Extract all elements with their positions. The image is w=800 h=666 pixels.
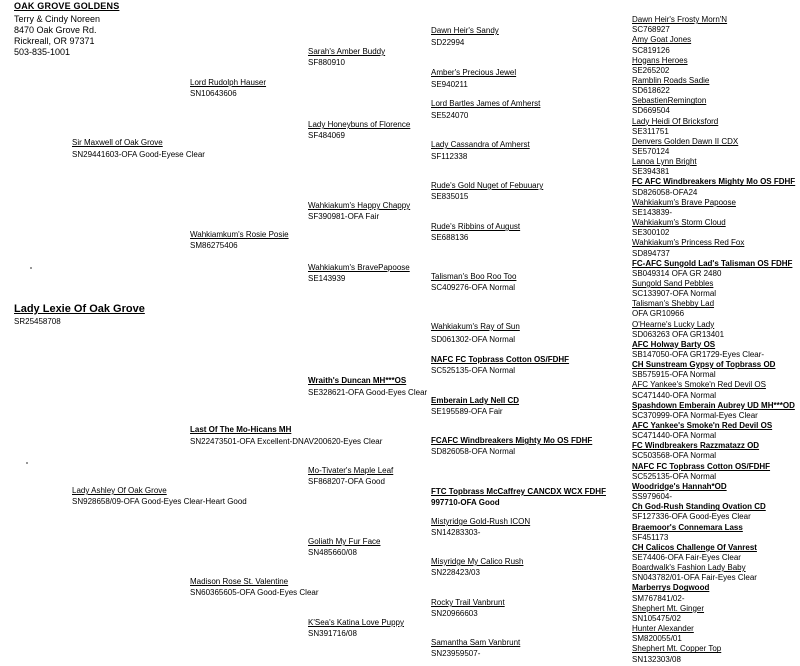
- gen3-info: SF390981-OFA Fair: [308, 212, 380, 221]
- kennel-name: OAK GROVE GOLDENS: [14, 1, 120, 11]
- gen4-info: SN228423/03: [431, 568, 480, 577]
- gen5-info: SC370999-OFA Normal-Eyes Clear: [632, 410, 758, 420]
- gen4-name: FTC Topbrass McCaffrey CANCDX WCX FDHF: [431, 487, 606, 496]
- gen5-name: Hogans Heroes: [632, 55, 688, 65]
- gen5-name: AFC Yankee's Smoke'n Red Devil OS: [632, 421, 773, 430]
- gen3-name: Wahkiakum's BravePapoose: [308, 263, 410, 272]
- gen5-name: Shephert Mt. Copper Top: [632, 644, 722, 654]
- gen4-info: SD826058-OFA Normal: [431, 447, 516, 456]
- subject-dog-reg: SR25458708: [14, 317, 61, 326]
- gen3-info: SN391716/08: [308, 629, 357, 638]
- gen3-name: K'Sea's Katina Love Puppy: [308, 618, 405, 627]
- gen5-info: SC525135-OFA Normal: [632, 471, 717, 481]
- gen5-name: CH Sunstream Gypsy of Topbrass OD: [632, 360, 776, 370]
- gen5-info: SM820055/01: [632, 634, 682, 644]
- gen4-info: SN20966603: [431, 609, 478, 618]
- gen4-info: SD22994: [431, 38, 465, 47]
- gen4-info: SC409276-OFA Normal: [431, 283, 516, 292]
- gen2-name: Last Of The Mo-Hicans MH: [190, 425, 292, 434]
- gen5-info: SD669504: [632, 106, 670, 116]
- kennel-street: 8470 Oak Grove Rd.: [14, 25, 97, 35]
- gen4-info: SE524070: [431, 111, 469, 120]
- gen5-name: FC Windbreakers Razzmatazz OD: [632, 441, 760, 451]
- gen2-name: Wahkiamkum's Rosie Posie: [190, 230, 289, 239]
- gen3-info: SF484069: [308, 131, 345, 140]
- gen2-info: SM86275406: [190, 241, 238, 250]
- gen5-info: SC133907-OFA Normal: [632, 289, 717, 299]
- sire-info: SN29441603-OFA Good-Eyese Clear: [72, 150, 205, 159]
- gen3-info: SF868207-OFA Good: [308, 477, 385, 486]
- gen2-info: SN60365605-OFA Good-Eyes Clear: [190, 588, 319, 597]
- gen4-info: SN14283303-: [431, 528, 481, 537]
- gen5-info: SC819126: [632, 45, 670, 55]
- gen5-info: SC471440-OFA Normal: [632, 390, 717, 400]
- gen4-name: Rude's Gold Nuget of Febuuary: [431, 181, 544, 190]
- gen5-info: SN105475/02: [632, 613, 681, 623]
- dam-info: SN928658/09-OFA Good-Eyes Clear-Heart Good: [72, 497, 247, 506]
- gen4-info: SE835015: [431, 192, 469, 201]
- gen5-info: SB575915-OFA Normal: [632, 370, 716, 380]
- gen5-name: Wahkiakum's Brave Papoose: [632, 197, 736, 207]
- gen4-name: FCAFC Windbreakers Mighty Mo OS FDHF: [431, 436, 593, 445]
- gen4-info: SD061302-OFA Normal: [431, 335, 516, 344]
- gen5-info: SE300102: [632, 228, 670, 238]
- gen4-info: SE940211: [431, 80, 468, 89]
- gen5-info: SD894737: [632, 248, 670, 258]
- gen5-info: SE143839-: [632, 207, 673, 217]
- gen4-name: Wahkiakum's Ray of Sun: [431, 322, 520, 331]
- gen5-info: SF127336-OFA Good-Eyes Clear: [632, 512, 751, 522]
- gen5-info: SS979604-: [632, 492, 673, 502]
- gen5-name: AFC Holway Barty OS: [632, 339, 716, 349]
- gen2-info: SN10643606: [190, 89, 237, 98]
- kennel-owners: Terry & Cindy Noreen: [14, 14, 101, 24]
- gen3-info: SE328621-OFA Good-Eyes Clear: [308, 388, 428, 397]
- gen3-name: Wahkiakum's Happy Chappy: [308, 201, 411, 210]
- gen5-name: Amy Goat Jones: [632, 35, 692, 45]
- dam-name: Lady Ashley Of Oak Grove: [72, 486, 167, 495]
- gen5-info: SE74406-OFA Fair-Eyes Clear: [632, 553, 741, 562]
- gen5-name: Spashdown Emberain Aubrey UD MH***OD: [632, 400, 795, 410]
- gen4-name: Samantha Sam Vanbrunt: [431, 638, 521, 647]
- gen5-name: Braemoor's Connemara Lass: [632, 522, 743, 532]
- gen4-name: Rude's Ribbins of August: [431, 222, 521, 231]
- gen4-info: 997710-OFA Good: [431, 498, 500, 507]
- gen5-info: SC768927: [632, 25, 670, 35]
- gen5-name: SebastienRemington: [632, 96, 707, 106]
- gen4-info: SE195589-OFA Fair: [431, 407, 503, 416]
- gen5-name: FC-AFC Sungold Lad's Talisman OS FDHF: [632, 258, 793, 268]
- gen5-info: SE394381: [632, 167, 670, 177]
- gen5-name: Woodridge's Hannah*OD: [632, 481, 727, 491]
- gen2-name: Madison Rose St. Valentine: [190, 577, 289, 586]
- gen4-info: SC525135-OFA Normal: [431, 366, 516, 375]
- subject-dog-name: Lady Lexie Of Oak Grove: [14, 303, 145, 315]
- gen5-name: Hunter Alexander: [632, 624, 694, 633]
- gen5-name: Ch God-Rush Standing Ovation CD: [632, 502, 766, 512]
- gen5-name: NAFC FC Topbrass Cotton OS/FDHF: [632, 461, 771, 471]
- gen5-info: SC503568-OFA Normal: [632, 451, 717, 461]
- gen3-name: Mo-Tivater's Maple Leaf: [308, 466, 394, 475]
- gen4-name: Lady Cassandra of Amherst: [431, 140, 530, 149]
- gen5-info: SF451173: [632, 532, 669, 542]
- gen5-name: Talisman's Shebby Lad: [632, 299, 715, 309]
- gen5-info: SC471440-OFA Normal: [632, 431, 717, 441]
- gen5-name: Dawn Heir's Frosty Morn'N: [632, 15, 728, 24]
- gen5-info: SM767841/02-: [632, 593, 685, 603]
- gen4-name: Amber's Precious Jewel: [431, 68, 517, 77]
- gen4-name: Talisman's Boo Roo Too: [431, 272, 517, 281]
- gen4-name: Misyridge My Calico Rush: [431, 557, 524, 566]
- gen2-info: SN22473501-OFA Excellent-DNAV200620-Eyes Clear: [190, 437, 383, 446]
- gen5-info: SN132303/08: [632, 654, 681, 664]
- gen5-info: SE265202: [632, 65, 670, 75]
- gen5-info: SE570124: [632, 147, 670, 156]
- gen5-name: Lady Heidi Of Bricksford: [632, 116, 719, 126]
- gen5-name: Boardwalk's Fashion Lady Baby: [632, 563, 746, 573]
- gen4-info: SE688136: [431, 233, 469, 242]
- gen3-name: Wraith's Duncan MH***OS: [308, 376, 407, 385]
- gen3-info: SF880910: [308, 58, 345, 67]
- gen4-name: Mistyridge Gold-Rush ICON: [431, 517, 531, 526]
- gen3-info: SN485660/08: [308, 548, 357, 557]
- gen5-name: Wahkiakum's Princess Red Fox: [632, 238, 745, 248]
- gen4-name: Lord Bartles James of Amherst: [431, 99, 541, 108]
- gen5-name: Wahkiakum's Storm Cloud: [632, 218, 726, 227]
- gen5-info: SN043782/01-OFA Fair-Eyes Clear: [632, 573, 757, 583]
- gen4-name: Rocky Trail Vanbrunt: [431, 598, 505, 607]
- gen4-info: SF112338: [431, 152, 468, 161]
- gen5-name: Sungold Sand Pebbles: [632, 278, 714, 288]
- gen5-name: Ramblin Roads Sadie: [632, 75, 710, 85]
- gen4-name: Dawn Heir's Sandy: [431, 26, 499, 35]
- gen3-name: Lady Honeybuns of Florence: [308, 120, 411, 129]
- gen5-info: SD826058-OFA24: [632, 187, 698, 197]
- gen4-info: SN23959507-: [431, 649, 481, 658]
- gen5-name: AFC Yankee's Smoke'n Red Devil OS: [632, 380, 766, 390]
- gen4-name: Emberain Lady Nell CD: [431, 396, 520, 405]
- gen5-name: FC AFC Windbreakers Mighty Mo OS FDHF: [632, 177, 796, 187]
- gen5-name: Denvers Golden Dawn II CDX: [632, 136, 739, 146]
- gen5-info: OFA GR10966: [632, 309, 685, 319]
- gen5-name: CH Calicos Challenge Of Vanrest: [632, 542, 757, 552]
- gen5-name: Shephert Mt. Ginger: [632, 603, 705, 613]
- scan-speck: [26, 462, 28, 464]
- gen3-info: SE143939: [308, 274, 346, 283]
- gen2-name: Lord Rudolph Hauser: [190, 78, 267, 87]
- gen4-name: NAFC FC Topbrass Cotton OS/FDHF: [431, 355, 570, 364]
- gen3-name: Goliath My Fur Face: [308, 537, 381, 546]
- scan-speck: [30, 267, 32, 269]
- gen5-info: SE311751: [632, 126, 669, 136]
- kennel-city: Rickreall, OR 97371: [14, 36, 95, 46]
- gen5-name: Marberrys Dogwood: [632, 583, 710, 593]
- gen5-info: SD618622: [632, 86, 670, 95]
- gen5-info: SB049314 OFA GR 2480: [632, 268, 722, 278]
- gen5-info: SB147050-OFA GR1729-Eyes Clear-: [632, 349, 765, 359]
- gen5-name: O'Hearne's Lucky Lady: [632, 319, 715, 329]
- gen3-name: Sarah's Amber Buddy: [308, 47, 386, 56]
- gen5-info: SD063263 OFA GR13401: [632, 329, 725, 339]
- kennel-phone: 503-835-1001: [14, 47, 71, 57]
- gen5-name: Lanoa Lynn Bright: [632, 157, 697, 167]
- sire-name: Sir Maxwell of Oak Grove: [72, 138, 163, 147]
